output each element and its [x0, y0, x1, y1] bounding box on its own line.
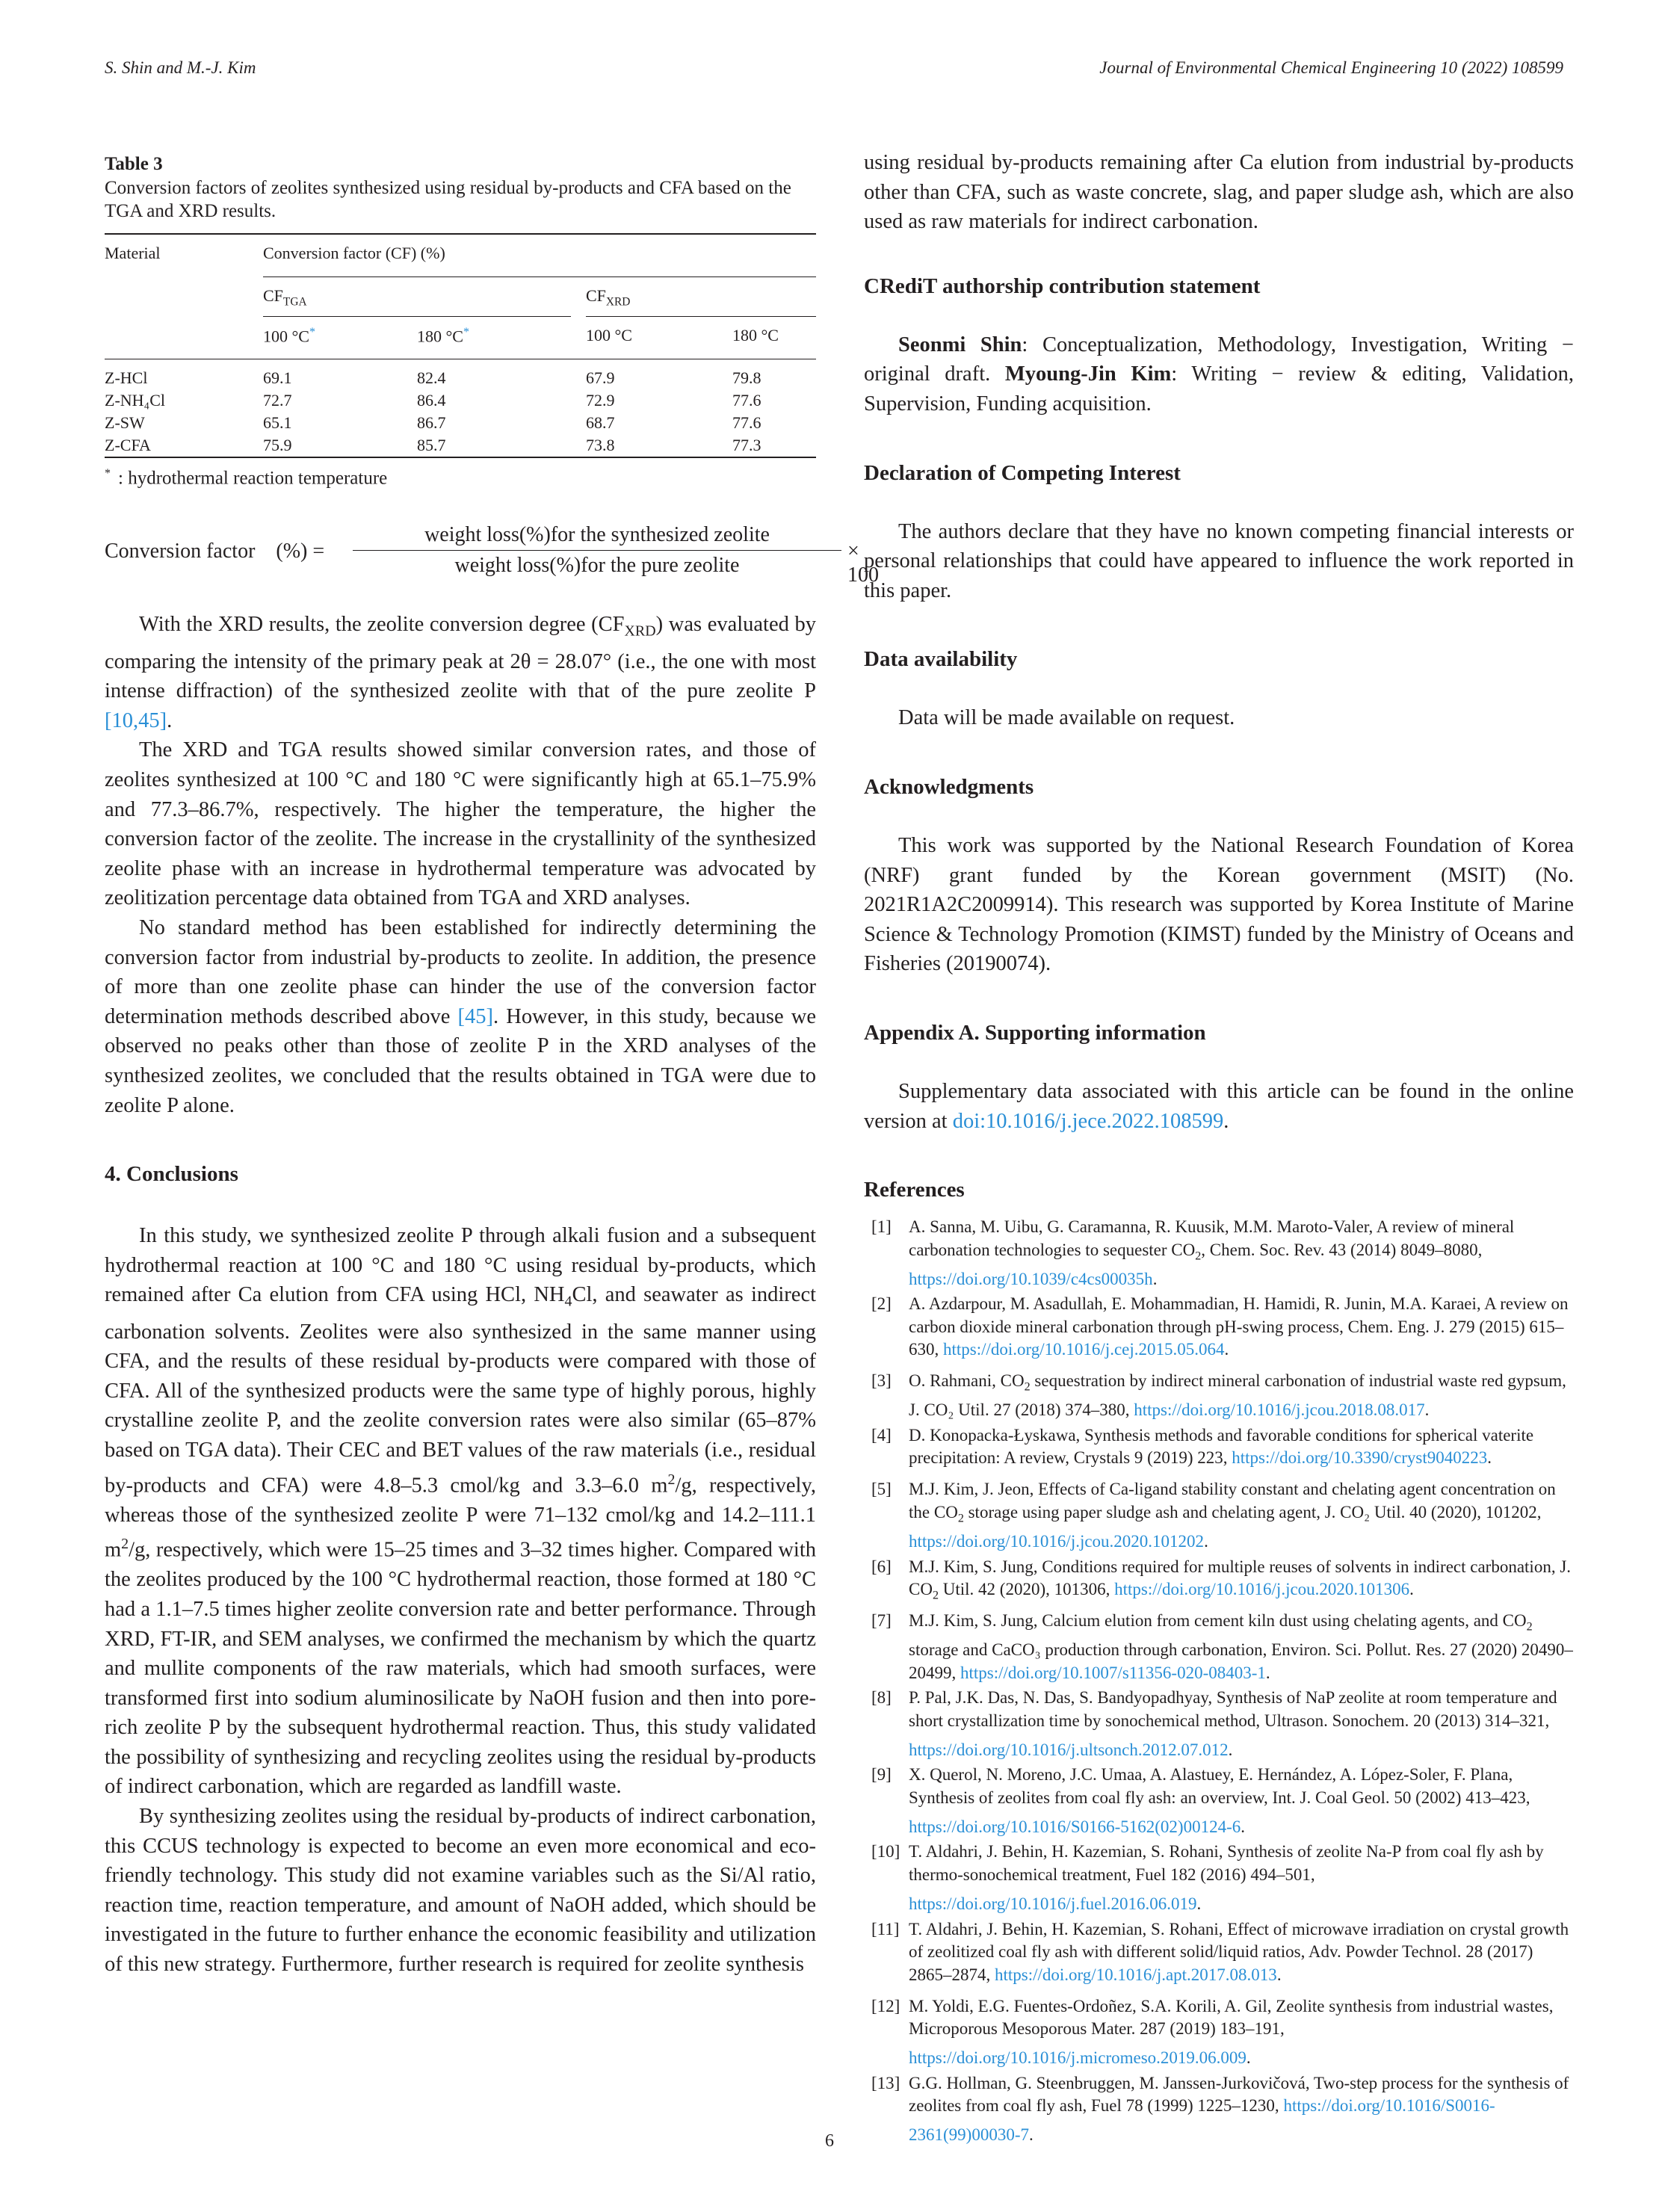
col-header-temp: 180 °C: [732, 326, 779, 345]
conversion-factor-table: [105, 235, 816, 458]
col-header-group: Conversion factor (CF) (%): [263, 235, 816, 277]
reference-link[interactable]: https://doi.org/10.1016/j.apt.2017.08.013: [995, 1965, 1277, 1984]
reference-link[interactable]: https://doi.org/10.1016/j.jcou.2020.101306: [1114, 1580, 1410, 1599]
table-row: Z-NH₄Cl 72.7 86.4 72.9 77.6: [105, 391, 761, 410]
col-header-temp: 100 °C: [586, 326, 632, 345]
reference-link[interactable]: https://doi.org/10.1016/j.micromeso.2019.06.009: [909, 2048, 1246, 2068]
reference-item: [13] G.G. Hollman, G. Steenbruggen, M. Janssen-Jurkovičová, Two-step process for the synthesis of zeolites from coal fly ash, Fuel 78 (1999) 1225–1230, https://doi.org/10.1016/S0016-2361(99)00030-7.: [871, 2073, 1569, 2145]
reference-item: [2] A. Azdarpour, M. Asadullah, E. Mohammadian, H. Hamidi, R. Junin, M.A. Karaei, A review on carbon dioxide mineral carbonation through pH-swing process, Chem. Eng. J. 279 (2015) 615–630, https://doi.org/10.1016/j.cej.2015.05.064.: [871, 1294, 1569, 1359]
section-heading: References: [864, 1178, 965, 1202]
reference-item: [7] M.J. Kim, S. Jung, Calcium elution from cement kiln dust using chelating agents, and $CO_2$ storage and CaCO₃ production through carbonation, Environ. Sci. Pollut. Res. 27 (2020) 20490–20499, https://doi.org/10.1007/s11356-020-08403-1.: [871, 1611, 1573, 1682]
section-heading: CRediT authorship contribution statement: [864, 274, 1261, 298]
reference-link[interactable]: https://doi.org/10.1007/s11356-020-08403-1: [960, 1663, 1266, 1682]
citation-link[interactable]: [10,45]: [105, 708, 167, 732]
equation-rhs: × 100: [847, 540, 879, 587]
section-heading: Data availability: [864, 647, 1018, 672]
table-caption: Conversion factors of zeolites synthesized using residual by-products and CFA based on the TGA and XRD results.: [105, 178, 791, 221]
table-row: Z-CFA 75.9 85.7 73.8 77.3: [105, 436, 761, 454]
col-header-material: Material: [105, 244, 161, 262]
paragraph: Seonmi Shin: Conceptualization, Methodology, Investigation, Writing − original draft. Myoung-Jin Kim: Writing − review & editing, Validation, Supervision, Funding acquisition.: [864, 333, 1574, 415]
doi-link[interactable]: doi:10.1016/j.jece.2022.108599: [952, 1109, 1224, 1133]
reference-link[interactable]: https://doi.org/10.1016/j.cej.2015.05.064: [943, 1340, 1225, 1359]
reference-link[interactable]: https://doi.org/10.1016/j.jcou.2020.101202: [909, 1532, 1205, 1551]
section-heading: Appendix A. Supporting information: [864, 1020, 1206, 1045]
section-heading: Declaration of Competing Interest: [864, 460, 1181, 485]
paragraph: In this study, we synthesized zeolite P through alkali fusion and a subsequent hydrothermal reaction at 100 °C and 180 °C using residual by-products, which remained after Ca elution from CFA using HCl, $NH_4Cl$, and seawater as indirect carbonation solvents. Zeolites were also synthesized in the same manner using CFA, and the results of these residual by-products were compared with those of CFA. All of the synthesized products were the same type of highly porous, highly crystalline zeolite P, and the zeolite conversion rates were also similar (65–87% based on TGA data). Their CEC and BET values of the raw materials (i.e., residual by-products and CFA) were 4.8–5.3 cmol/kg and 3.3–6.0 $m^2/g$, respectively, whereas those of the synthesized zeolite P were 71–132 cmol/kg and 14.2–111.1 $m^2/g$, respectively, which were 15–25 times and 3–32 times higher. Compared with the zeolites produced by the 100 °C hydrothermal reaction, those formed at 180 °C had a 1.1–7.5 times higher zeolite conversion rate and better performance. Through XRD, FT-IR, and SEM analyses, we confirmed the mechanism by which the quartz and mullite components of the raw materials, which had smooth surfaces, were transformed first into sodium aluminosilicate by NaOH fusion and then into pore-rich zeolite P by the subsequent hydrothermal reaction. Thus, this study validated the possibility of synthesizing and recycling zeolites using the residual by-products of indirect carbonation, which are regarded as landfill waste.: [105, 1224, 817, 1799]
paragraph: The authors declare that they have no known competing financial interests or personal relationships that could have appeared to influence the work reported in this paper.: [864, 519, 1574, 602]
paragraph: The XRD and TGA results showed similar conversion rates, and those of zeolites synthesized at 100 °C and 180 °C were significantly high at 65.1–75.9% and 77.3–86.7%, respectively. The higher the temperature, the higher the conversion factor of the zeolite. The increase in the crystallinity of the synthesized zeolite phase with an increase in hydrothermal temperature was advocated by zeolitization percentage data obtained from TGA and XRD analyses.: [105, 738, 816, 910]
table-footnote: * : hydrothermal reaction temperature: [105, 467, 388, 489]
paragraph: Data will be made available on request.: [898, 706, 1235, 730]
equation-lhs: Conversion factor (%) =: [105, 540, 325, 563]
page-number: 6: [825, 2131, 834, 2151]
reference-item: [4] D. Konopacka-Łyskawa, Synthesis methods and favorable conditions for spherical vaterite precipitation: A review, Crystals 9 (2019) 223, https://doi.org/10.3390/cryst9040223.: [871, 1425, 1534, 1468]
citation-link[interactable]: [45]: [457, 1004, 494, 1028]
paragraph: With the XRD results, the zeolite conversion degree $(CF_{XRD})$ was evaluated by comparing the intensity of the primary peak at 2θ = 28.07° (i.e., the one with most intense diffraction) of the synthesized zeolite with that of the pure zeolite P [10,45].: [105, 613, 817, 732]
reference-list: [864, 1216, 1574, 2147]
reference-link[interactable]: https://doi.org/10.1039/c4cs00035h: [909, 1269, 1153, 1288]
equation-numerator: weight loss(%)for the synthesized zeolite: [353, 523, 841, 551]
reference-item: [6] M.J. Kim, S. Jung, Conditions required for multiple reuses of solvents in indirect carbonation, J. $CO_2$ Util. 42 (2020), 101306, https://doi.org/10.1016/j.jcou.2020.101306.: [871, 1557, 1572, 1602]
paragraph: Supplementary data associated with this article can be found in the online version at doi:10.1016/j.jece.2022.108599.: [864, 1079, 1574, 1133]
reference-item: [11] T. Aldahri, J. Behin, H. Kazemian, S. Rohani, Effect of microwave irradiation on crystal growth of zeolitized coal fly ash with different solid/liquid ratios, Adv. Powder Technol. 28 (2017) 2865–2874, https://doi.org/10.1016/j.apt.2017.08.013.: [871, 1919, 1569, 1984]
reference-link[interactable]: https://doi.org/10.1016/S0166-5162(02)00124-6: [909, 1817, 1241, 1836]
table-row: Z-SW 65.1 86.7 68.7 77.6: [105, 413, 761, 432]
reference-item: [1] A. Sanna, M. Uibu, G. Caramanna, R. Kuusik, M.M. Maroto-Valer, A review of mineral carbonation technologies to sequester $CO_2$, Chem. Soc. Rev. 43 (2014) 8049–8080, https://doi.org/10.1039/c4cs00035h.: [871, 1217, 1515, 1288]
reference-link[interactable]: https://doi.org/10.1016/j.ultsonch.2012.07.012: [909, 1740, 1229, 1759]
reference-link[interactable]: https://doi.org/10.1016/S0016-2361(99)00030-7: [909, 2096, 1495, 2145]
footnote-marker: *: [463, 326, 469, 339]
col-header-temp: 100 °C*: [263, 326, 315, 346]
right-column: [864, 148, 1574, 2149]
col-header-cf-tga: $CF_{TGA}$: [263, 277, 571, 317]
reference-item: [5] M.J. Kim, J. Jeon, Effects of Ca-ligand stability constant and chelating agent concentration on the $CO_2$ storage using paper sludge ash and chelating agent, J. CO₂ Util. 40 (2020), 101202, https://doi.org/10.1016/j.jcou.2020.101202.: [871, 1480, 1556, 1551]
col-header-cf-xrd: $CF_{XRD}$: [586, 277, 816, 317]
paragraph: using residual by-products remaining after Ca elution from industrial by-products other than CFA, such as waste concrete, slag, and paper sludge ash, which are also used as raw materials for indirect carbonation.: [864, 151, 1574, 234]
conversion-factor-equation: [105, 523, 879, 587]
table-label: Table 3: [105, 154, 163, 174]
running-header-authors: S. Shin and M.-J. Kim: [105, 58, 256, 77]
left-column: [105, 152, 879, 1980]
reference-link[interactable]: https://doi.org/10.1016/j.jcou.2018.08.017: [1134, 1400, 1425, 1420]
col-header-temp: 180 °C*: [417, 326, 469, 346]
reference-link[interactable]: https://doi.org/10.1016/j.fuel.2016.06.019: [909, 1894, 1197, 1914]
reference-item: [9] X. Querol, N. Moreno, J.C. Umaa, A. Alastuey, E. Hernández, A. López-Soler, F. Plana, Synthesis of zeolites from coal fly ash: an overview, Int. J. Coal Geol. 50 (2002) 413–423, https://doi.org/10.1016/S0166-5162(02)00124-6.: [871, 1765, 1530, 1836]
reference-link[interactable]: https://doi.org/10.3390/cryst9040223: [1232, 1448, 1488, 1468]
running-header-journal: Journal of Environmental Chemical Engineering 10 (2022) 108599: [1099, 58, 1563, 77]
reference-item: [10] T. Aldahri, J. Behin, H. Kazemian, S. Rohani, Synthesis of zeolite Na-P from coal fly ash by thermo-sonochemical treatment, Fuel 182 (2016) 494–501, https://doi.org/10.1016/j.fuel.2016.06.019.: [871, 1842, 1544, 1914]
section-heading: 4. Conclusions: [105, 1162, 238, 1187]
reference-item: [8] P. Pal, J.K. Das, N. Das, S. Bandyopadhyay, Synthesis of NaP zeolite at room temperature and short crystallization time by sonochemical method, Ultrason. Sonochem. 20 (2013) 314–321, https://doi.org/10.1016/j.ultsonch.2012.07.012.: [871, 1688, 1557, 1759]
paragraph: No standard method has been established for indirectly determining the conversion factor from industrial by-products to zeolite. In addition, the presence of more than one zeolite phase can hinder the use of the conversion factor determination methods described above [45]. However, in this study, because we observed no peaks other than those of zeolite P in the XRD analyses of the synthesized zeolites, we concluded that the results obtained in TGA were due to zeolite P alone.: [105, 915, 816, 1117]
paragraph: By synthesizing zeolites using the residual by-products of indirect carbonation, this CCUS technology is expected to become an even more economical and eco-friendly technology. This study did not examine variables such as the Si/Al ratio, reaction time, reaction temperature, and amount of NaOH added, which should be investigated in the future to further enhance the economic feasibility and utilization of this new strategy. Furthermore, further research is required for zeolite synthesis: [105, 1805, 816, 1977]
paragraph: This work was supported by the National Research Foundation of Korea (NRF) grant funded by the Korean government (MSIT) (No. 2021R1A2C2009914). This research was supported by Korea Institute of Marine Science & Technology Promotion (KIMST) funded by the Ministry of Oceans and Fisheries (20190074).: [864, 833, 1574, 976]
equation-denominator: weight loss(%)for the pure zeolite: [454, 554, 740, 578]
reference-item: [3] O. Rahmani, $CO_2$ sequestration by indirect mineral carbonation of industrial waste red gypsum, J. CO₂ Util. 27 (2018) 374–380, https://doi.org/10.1016/j.jcou.2018.08.017.: [871, 1371, 1566, 1420]
table-row: Z-HCl 69.1 82.4 67.9 79.8: [105, 368, 761, 387]
section-heading: Acknowledgments: [864, 774, 1034, 799]
reference-item: [12] M. Yoldi, E.G. Fuentes-Ordoñez, S.A. Korili, A. Gil, Zeolite synthesis from industrial wastes, Microporous Mesoporous Mater. 287 (2019) 183–191, https://doi.org/10.1016/j.micromeso.2019.06.009.: [871, 1996, 1554, 2068]
footnote-marker: *: [309, 326, 315, 339]
